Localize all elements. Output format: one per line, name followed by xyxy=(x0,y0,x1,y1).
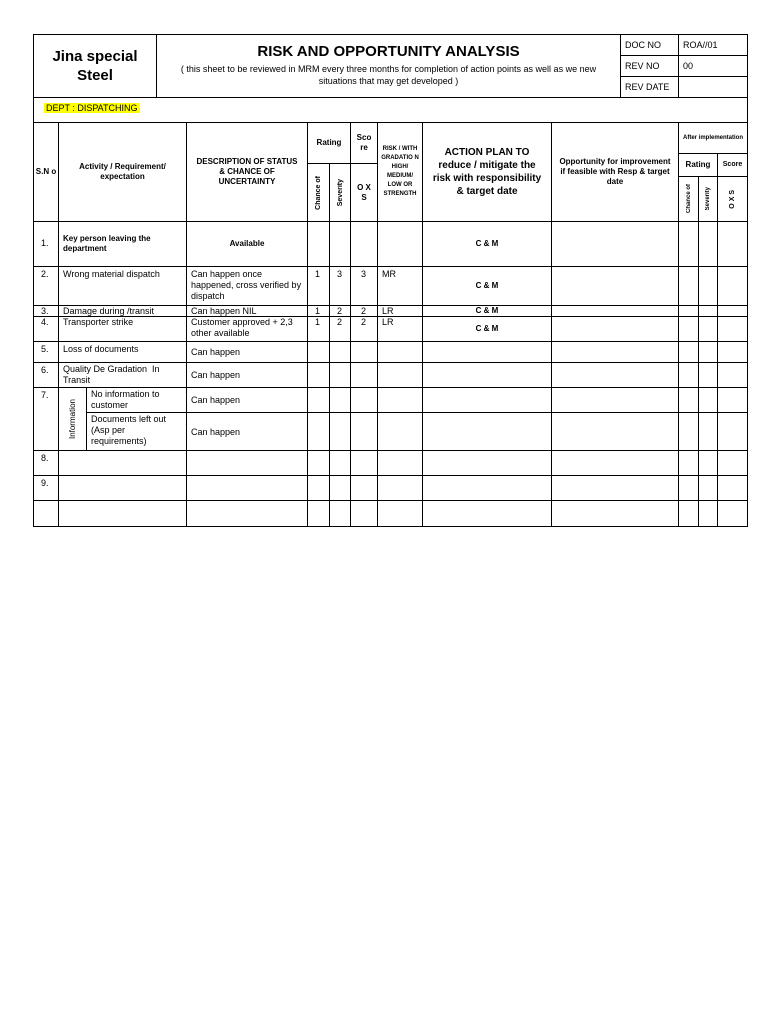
table-row-7a-after-severity xyxy=(698,387,718,413)
table-row-6-severity xyxy=(329,362,351,388)
table-row-7b-description: Can happen xyxy=(186,412,308,451)
rev-date-value xyxy=(678,76,748,98)
col-description-header: DESCRIPTION OF STATUS & CHANCE OF UNCERTAINTY xyxy=(186,122,308,222)
col-chance-header: Chance of xyxy=(307,163,330,222)
col-after-oxs-header: O X S xyxy=(717,176,748,222)
table-row-9-activity xyxy=(58,475,187,501)
table-row-10-description xyxy=(186,500,308,527)
table-row-1-sno: 1. xyxy=(33,221,59,267)
col-after-header: After implementation xyxy=(678,122,748,154)
table-row-10-activity xyxy=(58,500,187,527)
table-row-7b-score xyxy=(350,412,378,451)
table-row-6-after-chance xyxy=(678,362,699,388)
table-row-4-after-severity xyxy=(698,316,718,342)
table-row-4-after-oxs xyxy=(717,316,748,342)
table-row-4-description: Customer approved + 2,3 other available xyxy=(186,316,308,342)
table-row-5-severity xyxy=(329,341,351,363)
table-row-4-chance: 1 xyxy=(307,316,330,342)
table-row-8-opportunity xyxy=(551,450,679,476)
table-row-7b-after-oxs xyxy=(717,412,748,451)
table-row-6-after-severity xyxy=(698,362,718,388)
document-title: RISK AND OPPORTUNITY ANALYSIS xyxy=(257,43,520,60)
rev-no-label: REV NO xyxy=(620,55,679,77)
table-row-10-severity xyxy=(329,500,351,527)
table-row-10-after-severity xyxy=(698,500,718,527)
table-row-3-score: 2 xyxy=(350,305,378,317)
table-row-2-score: 3 xyxy=(350,266,378,306)
table-row-2-action: C & M xyxy=(422,266,552,306)
table-row-10-action xyxy=(422,500,552,527)
table-row-9-score xyxy=(350,475,378,501)
table-row-7b-severity xyxy=(329,412,351,451)
table-row-5-after-chance xyxy=(678,341,699,363)
col-after-severity-header: Severity xyxy=(698,176,718,222)
table-row-5-activity: Loss of documents xyxy=(58,341,187,363)
table-row-2-risk: MR xyxy=(377,266,423,306)
table-row-7a-chance xyxy=(307,387,330,413)
table-row-7-group: Information xyxy=(58,387,87,451)
col-score-header: Sco re xyxy=(350,122,378,164)
table-row-8-sno: 8. xyxy=(33,450,59,476)
table-row-5-action xyxy=(422,341,552,363)
table-row-7a-severity xyxy=(329,387,351,413)
table-row-9-after-severity xyxy=(698,475,718,501)
table-row-7b-activity: Documents left out (Asp per requirements) xyxy=(86,412,187,451)
table-row-6-opportunity xyxy=(551,362,679,388)
dept-label: DEPT : DISPATCHING xyxy=(46,103,138,113)
table-row-7b-risk xyxy=(377,412,423,451)
table-row-2-activity: Wrong material dispatch xyxy=(58,266,187,306)
table-row-4-activity: Transporter strike xyxy=(58,316,187,342)
table-row-10-after-chance xyxy=(678,500,699,527)
table-row-3-risk: LR xyxy=(377,305,423,317)
table-row-8-severity xyxy=(329,450,351,476)
table-row-9-severity xyxy=(329,475,351,501)
table-row-6-activity: Quality De Gradation In Transit xyxy=(58,362,187,388)
table-row-2-chance: 1 xyxy=(307,266,330,306)
table-row-1-chance xyxy=(307,221,330,267)
table-row-2-opportunity xyxy=(551,266,679,306)
col-risk-header: RISK / WITH GRADATIO N HIGH/ MEDIUM/ LOW OR STRENGTH xyxy=(377,122,423,222)
company-name-cell xyxy=(33,34,157,98)
table-row-1-score xyxy=(350,221,378,267)
table-row-6-action xyxy=(422,362,552,388)
table-row-7a-action xyxy=(422,387,552,413)
table-row-4-sno: 4. xyxy=(33,316,59,342)
table-row-5-opportunity xyxy=(551,341,679,363)
table-row-6-after-oxs xyxy=(717,362,748,388)
table-row-5-risk xyxy=(377,341,423,363)
table-row-10-opportunity xyxy=(551,500,679,527)
table-row-3-action: C & M xyxy=(422,305,552,317)
table-row-4-score: 2 xyxy=(350,316,378,342)
table-row-7b-after-chance xyxy=(678,412,699,451)
table-row-2-after-severity xyxy=(698,266,718,306)
table-row-8-risk xyxy=(377,450,423,476)
table-row-7a-risk xyxy=(377,387,423,413)
table-row-9-after-oxs xyxy=(717,475,748,501)
col-after-score-header: Score xyxy=(717,153,748,177)
table-row-7a-after-oxs xyxy=(717,387,748,413)
table-row-7-sno: 7. xyxy=(33,387,59,451)
table-row-4-action: C & M xyxy=(422,316,552,342)
table-row-3-sno: 3. xyxy=(33,305,59,317)
table-row-7b-after-severity xyxy=(698,412,718,451)
table-row-7a-after-chance xyxy=(678,387,699,413)
table-row-7a-score xyxy=(350,387,378,413)
table-row-2-description: Can happen once happened, cross verified by dispatch xyxy=(186,266,308,306)
table-row-3-description: Can happen NIL xyxy=(186,305,308,317)
table-row-2-after-chance xyxy=(678,266,699,306)
table-row-8-activity xyxy=(58,450,187,476)
col-after-rating-header: Rating xyxy=(678,153,718,177)
table-row-5-after-oxs xyxy=(717,341,748,363)
table-row-1-activity: Key person leaving the department xyxy=(58,221,187,267)
table-row-1-after-severity xyxy=(698,221,718,267)
table-row-10-sno xyxy=(33,500,59,527)
title-cell xyxy=(156,34,621,98)
table-row-8-chance xyxy=(307,450,330,476)
table-row-7b-chance xyxy=(307,412,330,451)
table-row-6-description: Can happen xyxy=(186,362,308,388)
col-action-header: ACTION PLAN TO reduce / mitigate the risk with responsibility & target date xyxy=(422,122,552,222)
dept-row xyxy=(33,97,748,123)
table-row-1-after-chance xyxy=(678,221,699,267)
table-row-9-action xyxy=(422,475,552,501)
table-row-3-chance: 1 xyxy=(307,305,330,317)
table-row-1-opportunity xyxy=(551,221,679,267)
col-after-chance-header: Chance of xyxy=(678,176,699,222)
table-row-8-after-severity xyxy=(698,450,718,476)
table-row-1-risk xyxy=(377,221,423,267)
document-subtitle: ( this sheet to be reviewed in MRM every three months for completion of action points as well as we new situations that may get developed ) xyxy=(180,64,597,86)
rev-no-value: 00 xyxy=(678,55,748,77)
table-row-4-after-chance xyxy=(678,316,699,342)
table-row-4-risk: LR xyxy=(377,316,423,342)
col-sno-header: S.N o xyxy=(33,122,59,222)
rev-date-label: REV DATE xyxy=(620,76,679,98)
table-row-3-activity: Damage during /transit xyxy=(58,305,187,317)
col-opportunity-header: Opportunity for improvement if feasible with Resp & target date xyxy=(551,122,679,222)
company-name: Jina special Steel xyxy=(52,48,138,84)
table-row-4-opportunity xyxy=(551,316,679,342)
table-row-5-sno: 5. xyxy=(33,341,59,363)
col-severity-header: Severity xyxy=(329,163,351,222)
table-row-9-risk xyxy=(377,475,423,501)
table-row-1-after-oxs xyxy=(717,221,748,267)
col-activity-header: Activity / Requirement/ expectation xyxy=(58,122,187,222)
table-row-2-severity: 3 xyxy=(329,266,351,306)
table-row-3-severity: 2 xyxy=(329,305,351,317)
table-row-5-after-severity xyxy=(698,341,718,363)
table-row-6-risk xyxy=(377,362,423,388)
table-row-1-action: C & M xyxy=(422,221,552,267)
table-row-7b-action xyxy=(422,412,552,451)
table-row-9-sno: 9. xyxy=(33,475,59,501)
col-rating-header: Rating xyxy=(307,122,351,164)
table-row-4-severity: 2 xyxy=(329,316,351,342)
table-row-9-description xyxy=(186,475,308,501)
table-row-6-sno: 6. xyxy=(33,362,59,388)
table-row-10-chance xyxy=(307,500,330,527)
table-row-9-after-chance xyxy=(678,475,699,501)
table-row-8-after-oxs xyxy=(717,450,748,476)
table-row-1-severity xyxy=(329,221,351,267)
table-row-7a-activity: No information to customer xyxy=(86,387,187,413)
table-row-8-after-chance xyxy=(678,450,699,476)
table-row-9-chance xyxy=(307,475,330,501)
table-row-6-score xyxy=(350,362,378,388)
table-row-8-description xyxy=(186,450,308,476)
table-row-5-score xyxy=(350,341,378,363)
table-row-1-description: Available xyxy=(186,221,308,267)
table-row-9-opportunity xyxy=(551,475,679,501)
table-row-8-score xyxy=(350,450,378,476)
table-row-10-after-oxs xyxy=(717,500,748,527)
doc-no-value: ROA//01 xyxy=(678,34,748,56)
table-row-6-chance xyxy=(307,362,330,388)
table-row-7b-opportunity xyxy=(551,412,679,451)
table-row-7a-description: Can happen xyxy=(186,387,308,413)
table-row-2-sno: 2. xyxy=(33,266,59,306)
table-row-5-description: Can happen xyxy=(186,341,308,363)
col-oxs-header: O X S xyxy=(350,163,378,222)
table-row-5-chance xyxy=(307,341,330,363)
table-row-10-score xyxy=(350,500,378,527)
doc-no-label: DOC NO xyxy=(620,34,679,56)
table-row-8-action xyxy=(422,450,552,476)
table-row-10-risk xyxy=(377,500,423,527)
table-row-2-after-oxs xyxy=(717,266,748,306)
table-row-7a-opportunity xyxy=(551,387,679,413)
